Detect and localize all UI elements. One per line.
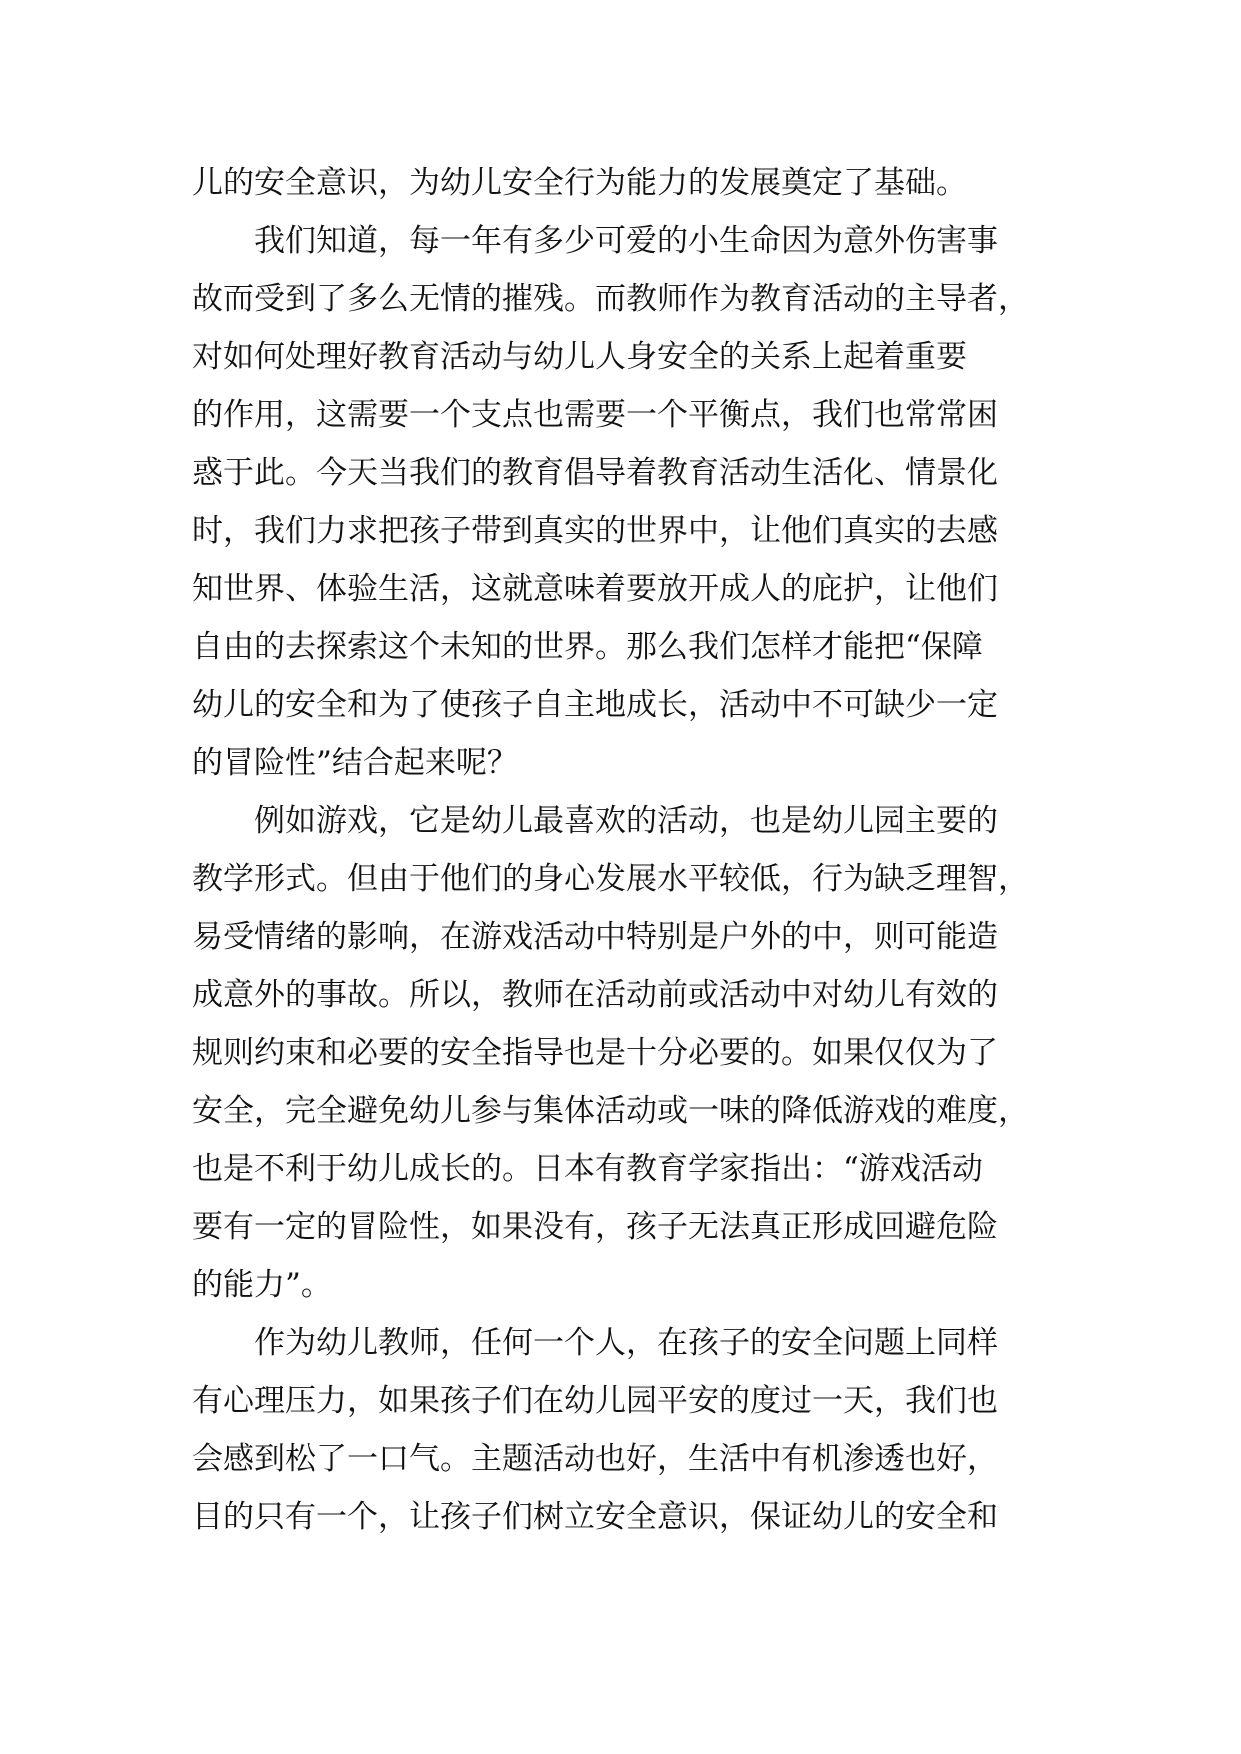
text-line: 惑于此。今天当我们的教育倡导着教育活动生活化、情景化 — [192, 455, 998, 491]
text-line: 规则约束和必要的安全指导也是十分必要的。如果仅仅为了 — [192, 1035, 998, 1071]
body-text — [192, 154, 1072, 1546]
text-line: 自由的去探索这个未知的世界。那么我们怎样才能把“保障 — [192, 629, 983, 665]
text-line: 教学形式。但由于他们的身心发展水平较低，行为缺乏理智， — [192, 861, 1029, 897]
text-line: 幼儿的安全和为了使孩子自主地成长，活动中不可缺少一定 — [192, 687, 998, 723]
text-line: 会感到松了一口气。主题活动也好，生活中有机渗透也好， — [192, 1441, 998, 1477]
text-line: 安全，完全避免幼儿参与集体活动或一味的降低游戏的难度， — [192, 1093, 1029, 1129]
text-line: 例如游戏，它是幼儿最喜欢的活动，也是幼儿园主要的 — [192, 803, 998, 839]
text-line: 目的只有一个，让孩子们树立安全意识，保证幼儿的安全和 — [192, 1499, 998, 1535]
text-line: 易受情绪的影响，在游戏活动中特别是户外的中，则可能造 — [192, 919, 998, 955]
text-line: 也是不利于幼儿成长的。日本有教育学家指出：“游戏活动 — [192, 1151, 983, 1187]
text-line: 故而受到了多么无情的摧残。而教师作为教育活动的主导者， — [192, 281, 1029, 317]
text-line: 有心理压力，如果孩子们在幼儿园平安的度过一天，我们也 — [192, 1383, 998, 1419]
text-line: 儿的安全意识，为幼儿安全行为能力的发展奠定了基础。 — [192, 165, 967, 201]
text-line: 的作用，这需要一个支点也需要一个平衡点，我们也常常困 — [192, 397, 998, 433]
text-line: 要有一定的冒险性，如果没有，孩子无法真正形成回避危险 — [192, 1209, 998, 1245]
text-line: 对如何处理好教育活动与幼儿人身安全的关系上起着重要 — [192, 339, 967, 375]
text-line: 的冒险性”结合起来呢？ — [192, 745, 518, 781]
text-line: 知世界、体验生活，这就意味着要放开成人的庇护，让他们 — [192, 571, 998, 607]
text-line: 成意外的事故。所以，教师在活动前或活动中对幼儿有效的 — [192, 977, 998, 1013]
text-line: 我们知道，每一年有多少可爱的小生命因为意外伤害事 — [192, 223, 998, 259]
text-line: 的能力”。 — [192, 1267, 332, 1303]
text-line: 作为幼儿教师，任何一个人，在孩子的安全问题上同样 — [192, 1325, 998, 1361]
text-line: 时，我们力求把孩子带到真实的世界中，让他们真实的去感 — [192, 513, 998, 549]
